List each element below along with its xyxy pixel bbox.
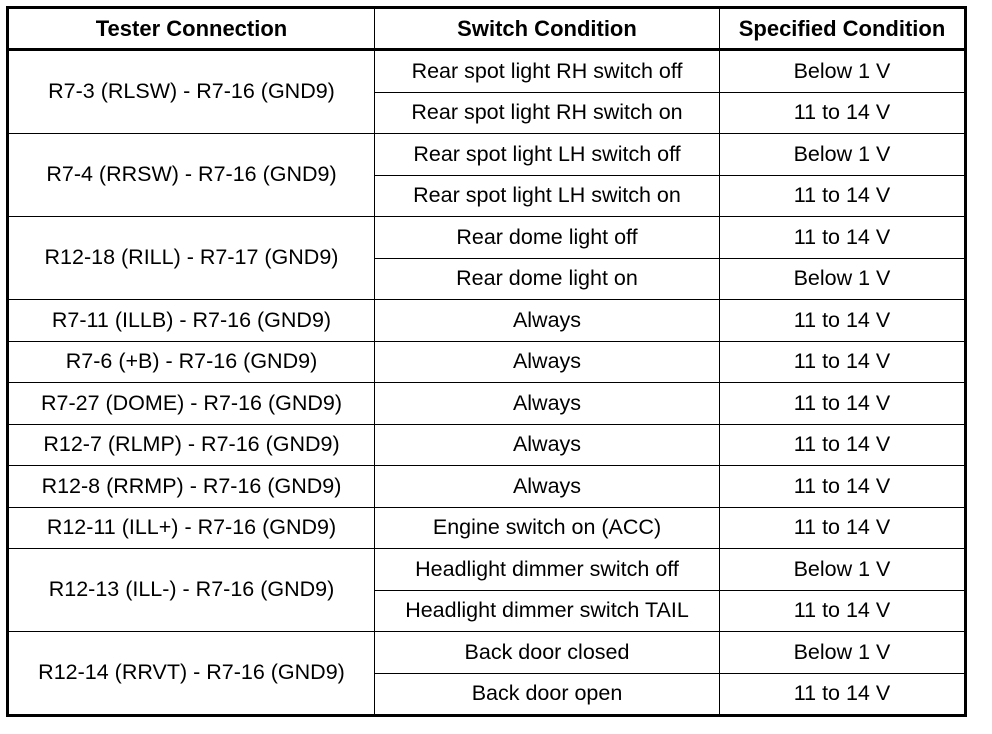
specified-condition-cell: 11 to 14 V [720,424,966,466]
tester-connection-cell: R12-11 (ILL+) - R7-16 (GND9) [8,507,375,549]
table-row [8,466,966,508]
switch-condition-cell: Always [375,466,720,508]
switch-condition-cell: Back door open [375,673,720,716]
specified-condition-cell: 11 to 14 V [720,217,966,259]
table-row [8,632,966,674]
table-row [8,134,966,176]
tester-connection-cell: R12-14 (RRVT) - R7-16 (GND9) [8,632,375,716]
table-row [8,217,966,259]
switch-condition-cell: Rear dome light on [375,258,720,300]
switch-condition-cell: Engine switch on (ACC) [375,507,720,549]
tester-connection-cell: R7-11 (ILLB) - R7-16 (GND9) [8,300,375,342]
specified-condition-cell: 11 to 14 V [720,590,966,632]
header-switch-condition: Switch Condition [375,8,720,50]
table-row [8,424,966,466]
table-row [8,549,966,591]
table-row [8,50,966,93]
table-body [8,50,966,716]
specified-condition-cell: Below 1 V [720,50,966,93]
specified-condition-cell: Below 1 V [720,258,966,300]
specified-condition-cell: 11 to 14 V [720,175,966,217]
table-row [8,383,966,425]
tester-connection-cell: R12-7 (RLMP) - R7-16 (GND9) [8,424,375,466]
table-row [8,300,966,342]
switch-condition-cell: Rear spot light RH switch on [375,92,720,134]
tester-connection-cell: R7-4 (RRSW) - R7-16 (GND9) [8,134,375,217]
tester-connection-cell: R7-6 (+B) - R7-16 (GND9) [8,341,375,383]
tester-connection-cell: R12-13 (ILL-) - R7-16 (GND9) [8,549,375,632]
switch-condition-cell: Always [375,383,720,425]
specified-condition-cell: Below 1 V [720,134,966,176]
specified-condition-cell: 11 to 14 V [720,673,966,716]
tester-connection-cell: R12-8 (RRMP) - R7-16 (GND9) [8,466,375,508]
specified-condition-cell: 11 to 14 V [720,92,966,134]
header-row [8,8,966,50]
specified-condition-cell: 11 to 14 V [720,383,966,425]
inspection-table [6,6,967,717]
specified-condition-cell: Below 1 V [720,549,966,591]
table-row [8,507,966,549]
switch-condition-cell: Headlight dimmer switch off [375,549,720,591]
switch-condition-cell: Always [375,341,720,383]
tester-connection-cell: R12-18 (RILL) - R7-17 (GND9) [8,217,375,300]
specified-condition-cell: 11 to 14 V [720,507,966,549]
specified-condition-cell: 11 to 14 V [720,466,966,508]
switch-condition-cell: Rear spot light RH switch off [375,50,720,93]
specified-condition-cell: 11 to 14 V [720,341,966,383]
switch-condition-cell: Always [375,300,720,342]
tester-connection-cell: R7-3 (RLSW) - R7-16 (GND9) [8,50,375,134]
switch-condition-cell: Headlight dimmer switch TAIL [375,590,720,632]
header-specified-condition: Specified Condition [720,8,966,50]
table-row [8,341,966,383]
switch-condition-cell: Rear spot light LH switch off [375,134,720,176]
switch-condition-cell: Always [375,424,720,466]
tester-connection-cell: R7-27 (DOME) - R7-16 (GND9) [8,383,375,425]
specified-condition-cell: 11 to 14 V [720,300,966,342]
table-header [8,8,966,50]
header-tester-connection: Tester Connection [8,8,375,50]
switch-condition-cell: Back door closed [375,632,720,674]
specified-condition-cell: Below 1 V [720,632,966,674]
switch-condition-cell: Rear spot light LH switch on [375,175,720,217]
switch-condition-cell: Rear dome light off [375,217,720,259]
